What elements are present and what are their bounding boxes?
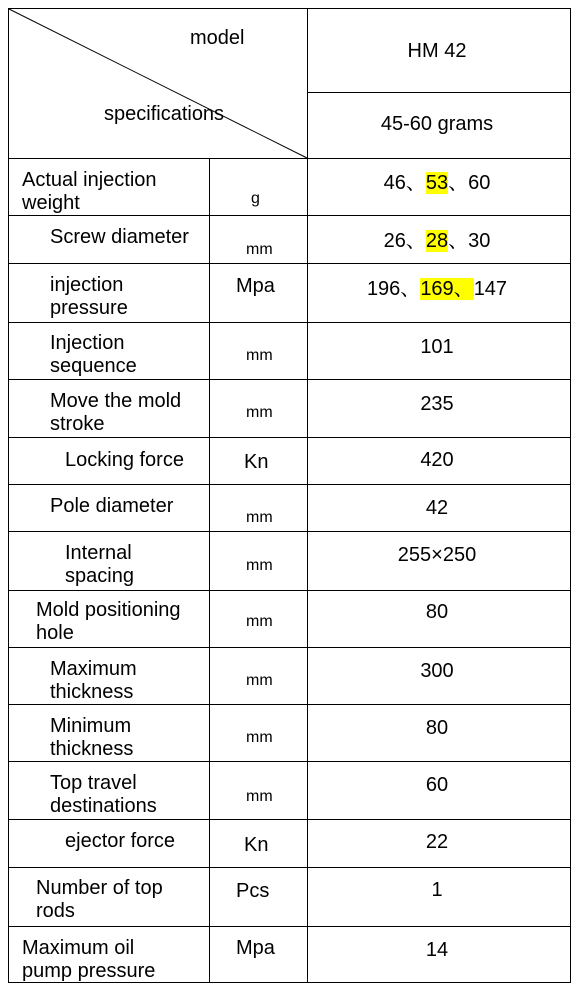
value-part: 147 [473, 278, 508, 300]
highlighted-value: 53 [425, 172, 449, 194]
spec-value [307, 230, 567, 253]
spec-value: 60 [425, 774, 449, 796]
spec-name: Internal [65, 542, 132, 564]
value-part: 196、 [366, 278, 421, 300]
spec-unit: Mpa [236, 937, 275, 959]
spec-value: 22 [425, 831, 449, 853]
spec-name: Mold positioning [36, 599, 181, 621]
spec-value: 235 [420, 393, 454, 415]
value-part: 、30 [448, 230, 491, 252]
spec-value: 420 [420, 449, 454, 471]
spec-unit: mm [246, 557, 273, 574]
spec-value: 80 [425, 601, 449, 623]
spec-name: Pole diameter [50, 495, 174, 517]
spec-value: 101 [420, 336, 454, 358]
spec-name-line2: sequence [50, 355, 137, 377]
spec-value: 14 [425, 939, 449, 961]
header-model-value: HM 42 [407, 40, 467, 62]
spec-unit: mm [246, 788, 273, 805]
spec-unit: mm [246, 404, 273, 421]
spec-unit: mm [246, 672, 273, 689]
spec-unit: mm [246, 347, 273, 364]
header-spec-label: specifications [104, 103, 225, 125]
spec-name: Minimum [50, 715, 132, 737]
spec-name-line2: pressure [50, 297, 128, 319]
spec-value: 255×250 [397, 544, 477, 566]
spec-name-line2: rods [36, 900, 75, 922]
spec-name: ejector force [65, 830, 176, 852]
value-part: 26、 [383, 230, 426, 252]
spec-name: Screw diameter [50, 226, 189, 248]
header-diagonal [9, 9, 307, 158]
spec-name-line2: weight [22, 192, 80, 214]
header-weight-value: 45-60 grams [380, 113, 494, 135]
spec-unit: mm [246, 241, 273, 258]
spec-name: injection [50, 274, 124, 296]
spec-name-line2: hole [36, 622, 74, 644]
spec-name: Move the mold [50, 390, 182, 412]
spec-name-line2: destinations [50, 795, 157, 817]
spec-unit: mm [246, 729, 273, 746]
spec-name-line2: pump pressure [22, 960, 156, 982]
spec-value: 42 [425, 497, 449, 519]
spec-name: Maximum oil [22, 937, 135, 959]
spec-unit: Pcs [236, 880, 270, 902]
spec-value [307, 172, 567, 195]
value-part: 、60 [448, 172, 491, 194]
spec-name: Number of top [36, 877, 163, 899]
spec-name-line2: thickness [50, 738, 134, 760]
spec-unit: Kn [244, 451, 269, 473]
spec-unit: mm [246, 613, 273, 630]
spec-unit: g [251, 190, 260, 207]
spec-unit: Kn [244, 834, 269, 856]
spec-unit: Mpa [236, 275, 275, 297]
spec-name: Maximum [50, 658, 137, 680]
spec-name: Injection [50, 332, 125, 354]
spec-value: 300 [420, 660, 454, 682]
spec-name-line2: thickness [50, 681, 134, 703]
spec-name: Locking force [65, 449, 184, 471]
spec-name-line2: spacing [65, 565, 134, 587]
spec-value: 1 [431, 879, 443, 901]
spec-value: 80 [425, 717, 449, 739]
value-part: 46、 [383, 172, 426, 194]
spec-name: Actual injection [22, 169, 157, 191]
spec-value [307, 278, 567, 301]
highlighted-value: 28 [425, 230, 449, 252]
spec-name: Top travel [50, 772, 137, 794]
header-model-label: model [190, 27, 245, 49]
highlighted-value: 169、 [420, 278, 474, 300]
spec-name-line2: stroke [50, 413, 105, 435]
spec-unit: mm [246, 509, 273, 526]
